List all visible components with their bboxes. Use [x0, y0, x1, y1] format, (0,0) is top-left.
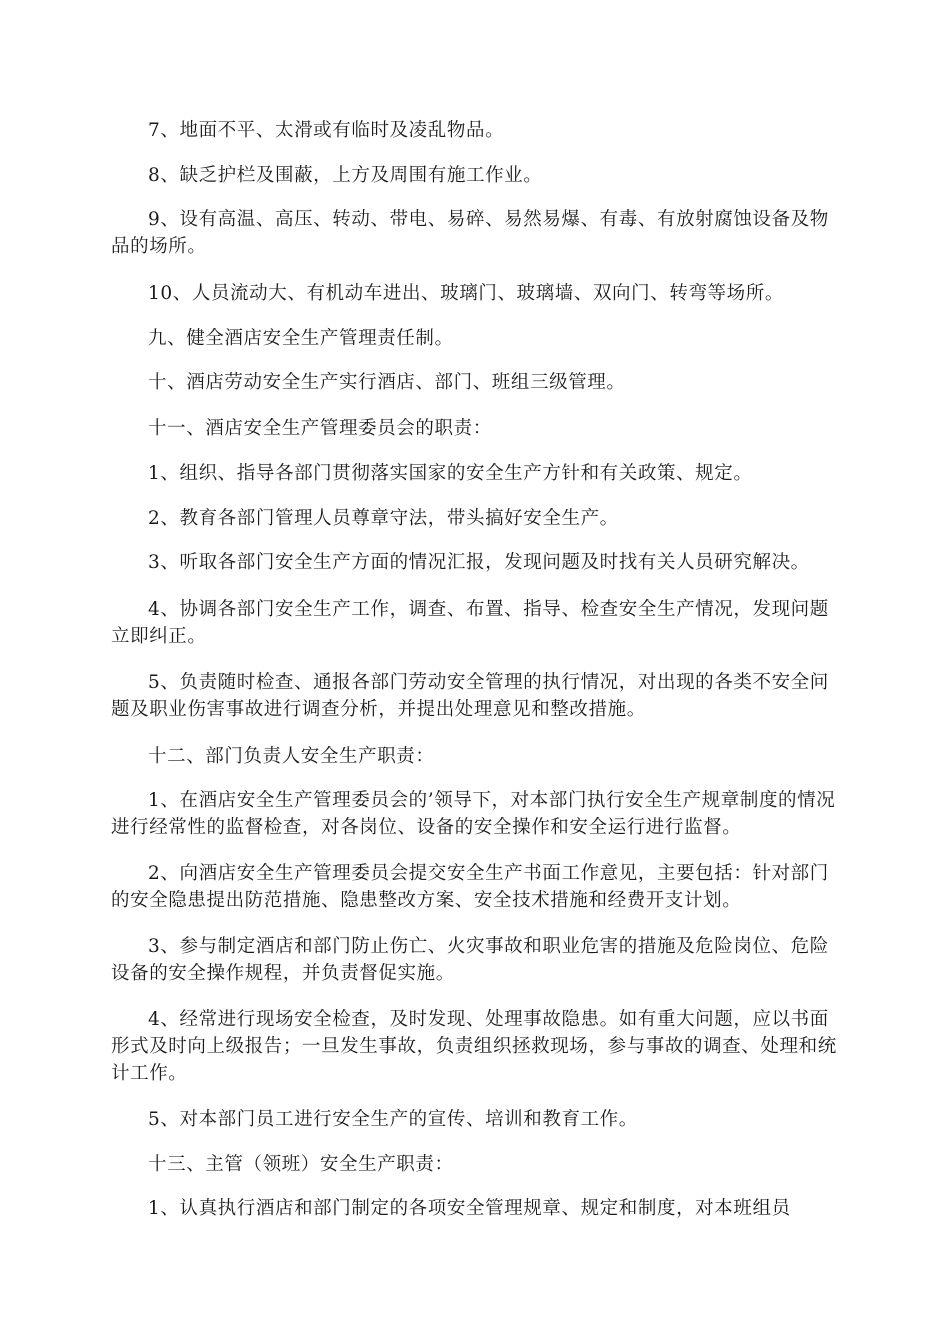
paragraph: 1、认真执行酒店和部门制定的各项安全管理规章、规定和制度，对本班组员: [148, 1198, 791, 1219]
paragraph: 10、人员流动大、有机动车进出、玻璃门、玻璃墙、双向门、转弯等场所。: [148, 283, 784, 304]
paragraph: 十一、酒店安全生产管理委员会的职责：: [148, 418, 492, 439]
paragraph: 十二、部门负责人安全生产职责：: [148, 746, 435, 767]
paragraph: 7、地面不平、太滑或有临时及凌乱物品。: [148, 120, 505, 141]
paragraph: 8、缺乏护栏及围蔽，上方及周围有施工作业。: [148, 165, 543, 186]
paragraph: 9、设有高温、高压、转动、带电、易碎、易然易爆、有毒、有放射腐蚀设备及物品的场所。: [111, 209, 829, 257]
paragraph: 十三、主管（领班）安全生产职责：: [148, 1154, 454, 1175]
paragraph: 4、协调各部门安全生产工作，调查、布置、指导、检查安全生产情况，发现问题立即纠正。: [111, 599, 829, 647]
paragraph: 九、健全酒店安全生产管理责任制。: [148, 328, 454, 349]
paragraph: 3、参与制定酒店和部门防止伤亡、火灾事故和职业危害的措施及危险岗位、危险设备的安全操作规程，并负责督促实施。: [111, 936, 829, 984]
paragraph: 十、酒店劳动安全生产实行酒店、部门、班组三级管理。: [148, 372, 626, 393]
paragraph: 2、教育各部门管理人员尊章守法，带头搞好安全生产。: [148, 508, 619, 529]
paragraph: 1、在酒店安全生产管理委员会的’领导下，对本部门执行安全生产规章制度的情况进行经常性的监督检查，对各岗位、设备的安全操作和安全运行进行监督。: [111, 790, 836, 838]
paragraph: 2、向酒店安全生产管理委员会提交安全生产书面工作意见，主要包括：针对部门的安全隐患提出防范措施、隐患整改方案、安全技术措施和经费开支计划。: [111, 863, 829, 911]
paragraph: 4、经常进行现场安全检查，及时发现、处理事故隐患。如有重大问题，应以书面形式及时向上级报告；一旦发生事故，负责组织拯救现场，参与事故的调查、处理和统计工作。: [111, 1009, 837, 1084]
paragraph: 5、对本部门员工进行安全生产的宣传、培训和教育工作。: [148, 1109, 638, 1130]
paragraph: 5、负责随时检查、通报各部门劳动安全管理的执行情况，对出现的各类不安全问题及职业伤害事故进行调查分析，并提出处理意见和整改措施。: [111, 672, 829, 720]
paragraph: 1、组织、指导各部门贯彻落实国家的安全生产方针和有关政策、规定。: [148, 463, 753, 484]
paragraph: 3、听取各部门安全生产方面的情况汇报，发现问题及时找有关人员研究解决。: [148, 552, 810, 573]
